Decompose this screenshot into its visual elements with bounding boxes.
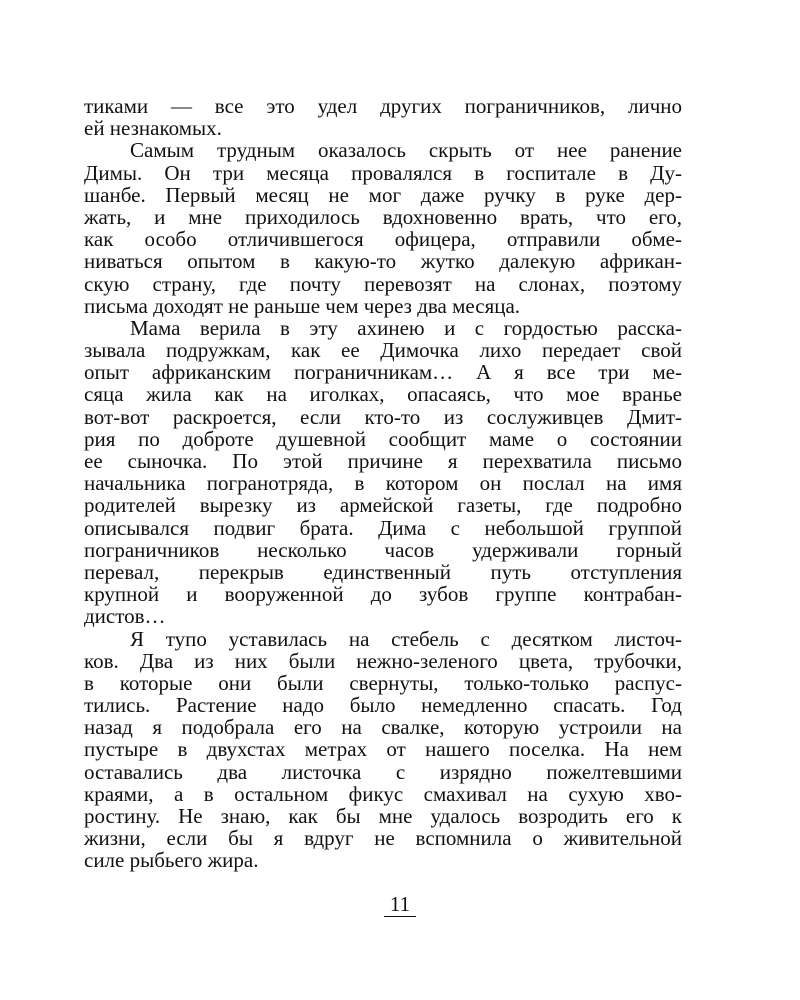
text-line: ее сыночка. По этой причине я перехватила письмо [84, 449, 682, 473]
text-line: зывала подружкам, как ее Димочка лихо передает свой [84, 338, 682, 363]
text-line: силе рыбьего жира. [84, 848, 259, 873]
text-line: краями, а в остальном фикус смахивал на сухую хво- [84, 781, 682, 806]
page-number-label: 11 [384, 893, 416, 917]
text-line: скую страну, где почту перевозят на слонах, поэтому [84, 271, 682, 296]
text-line: ей незнакомых. [84, 116, 222, 141]
text-line: тились. Растение надо было немедленно спасать. Год [84, 693, 682, 718]
text-line: тиками — все это удел других пограничников, лично [84, 94, 682, 118]
text-line: родителей вырезку из армейской газеты, где подробно [84, 493, 682, 518]
text-line: жать, и мне приходилось вдохновенно врать, что его, [84, 204, 682, 229]
text-line: описывался подвиг брата. Дима с небольшой группой [84, 515, 682, 540]
text-line: шанбе. Первый месяц не мог даже ручку в руке дер- [84, 182, 682, 207]
text-line: Димы. Он три месяца провалялся в госпитале в Ду- [84, 160, 682, 185]
text-line: Я тупо уставилась на стебель с десятком листоч- [130, 626, 682, 651]
text-line: как особо отличившегося офицера, отправили обме- [84, 227, 682, 252]
text-line: Мама верила в эту ахинею и с гордостью расска- [130, 315, 682, 340]
text-line: пограничников несколько часов удерживали горный [84, 537, 682, 562]
text-line: в которые они были свернуты, только-только распус- [84, 670, 682, 695]
text-line: оставались два листочка с изрядно пожелтевшими [84, 759, 682, 784]
text-line: письма доходят не раньше чем через два месяца. [84, 293, 521, 318]
text-line: ниваться опытом в какую-то жутко далекую африкан- [84, 249, 682, 274]
text-line: жизни, если бы я вдруг не вспомнила о живительной [84, 826, 682, 851]
text-line: начальника погранотряда, в котором он послал на имя [84, 471, 682, 496]
text-line: ков. Два из них были нежно-зеленого цвета, трубочки, [84, 648, 682, 673]
text-line: пустыре в двухстах метрах от нашего поселка. На нем [84, 737, 682, 762]
text-line: перевал, перекрыв единственный путь отступления [84, 559, 682, 584]
text-line: Самым трудным оказалось скрыть от нее ранение [130, 138, 682, 163]
text-line: дистов… [84, 604, 166, 629]
text-line: назад я подобрала его на свалке, которую устроили на [84, 715, 682, 740]
body-text [84, 95, 682, 872]
text-line: вот-вот раскроется, если кто-то из сослуживцев Дмит- [84, 404, 682, 429]
page-number [0, 892, 800, 917]
text-line: опыт африканским пограничникам… А я все три ме- [84, 360, 682, 385]
text-line: крупной и вооруженной до зубов группе контрабан- [84, 582, 682, 607]
text-line: ростину. Не знаю, как бы мне удалось возродить его к [84, 804, 682, 828]
text-line: сяца жила как на иголках, опасаясь, что мое вранье [84, 382, 682, 407]
text-line: рия по доброте душевной сообщит маме о состоянии [84, 426, 682, 451]
